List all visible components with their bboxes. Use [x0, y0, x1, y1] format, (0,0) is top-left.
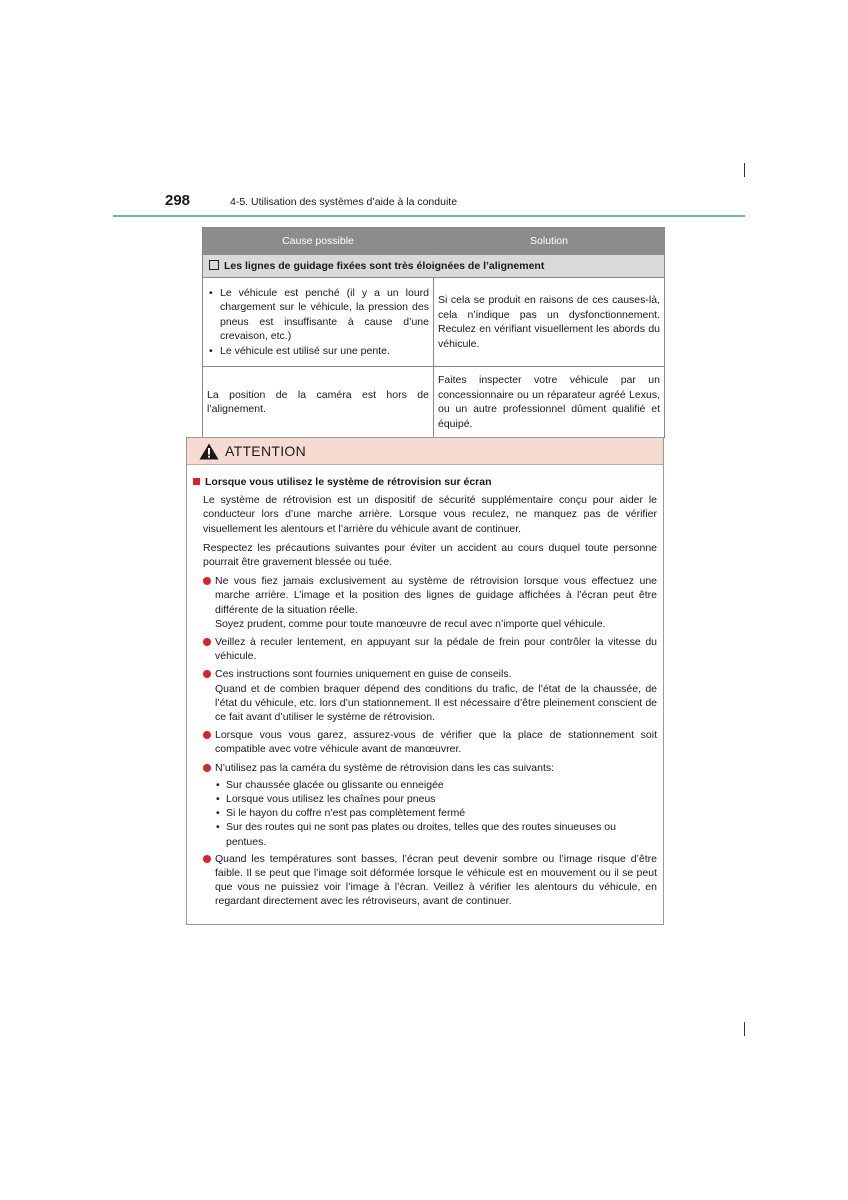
red-dot-icon [203, 577, 211, 585]
table-header-row [203, 228, 665, 255]
solution-cell: Si cela se produit en raisons de ces causes-là, cela n’indique pas un dysfonctionnement. Reculez en vérifiant visuellement les abords du véhicule. [434, 278, 665, 367]
troubleshooting-table [202, 227, 665, 438]
item-text: Veillez à reculer lentement, en appuyant sur la pédale de frein pour contrôler la vitesse du véhicule. [215, 636, 657, 663]
cause-list [207, 286, 429, 359]
red-dot-icon [203, 855, 211, 863]
checkbox-icon [209, 260, 219, 270]
red-square-icon [193, 478, 200, 485]
list-item: • Sur des routes qui ne sont pas plates ou droites, telles que des routes sinueuses ou pentues. [215, 820, 657, 848]
column-header-solution: Solution [434, 228, 665, 255]
crop-mark-bottom [744, 1022, 745, 1036]
item-text: Ces instructions sont fournies uniquement en guise de conseils. [215, 668, 512, 681]
conditions-list [215, 778, 657, 849]
list-item: • Le véhicule est utilisé sur une pente. [207, 344, 429, 359]
item-text: N’utilisez pas la caméra du système de rétrovision dans les cas suivants: [215, 761, 555, 774]
list-item [193, 728, 657, 756]
attention-box [186, 437, 664, 925]
item-text: Ne vous fiez jamais exclusivement au système de rétrovision lorsque vous effectuez une marche arrière. L’image et la position des lignes de guidage affichées à l’écran peut être différente de la situation réelle. [215, 575, 657, 616]
item-text: Soyez prudent, comme pour toute manœuvre de recul avec n’importe quel véhicule. [215, 617, 606, 630]
attention-body [187, 465, 663, 909]
list-item: • Le véhicule est penché (il y a un lourd chargement sur le véhicule, la pression des pneus est insuffisante à cause d’une crevaison, etc.) [207, 286, 429, 344]
precaution-paragraph: Respectez les précautions suivantes pour éviter un accident au cours duquel toute personne pourrait être gravement blessée ou tuée. [203, 541, 657, 569]
solution-cell: Faites inspecter votre véhicule par un concessionnaire ou un réparateur agréé Lexus, ou un autre professionnel dûment qualifié et équipé. [434, 367, 665, 438]
list-item: • Si le hayon du coffre n’est pas complètement fermé [215, 806, 657, 820]
red-dot-icon [203, 670, 211, 678]
attention-subtitle [193, 475, 657, 489]
intro-paragraph: Le système de rétrovision est un dispositif de sécurité supplémentaire conçu pour aider le conducteur lors d’une marche arrière. Lorsque vous reculez, ne manquez pas de vérifier visuellement les alentours et l’arrière du véhicule avant de continuer. [203, 494, 657, 535]
table-section-row [203, 255, 665, 278]
red-dot-icon [203, 638, 211, 646]
header-rule [113, 215, 745, 217]
item-text: Quand et de combien braquer dépend des conditions du trafic, de l’état de la chaussée, de l’état du véhicule, etc. lors d’un stationnement. Il est nécessaire d’être pleinement conscient de ce fait avant d’utiliser le système de rétrovision. [215, 682, 657, 724]
item-text: Quand les températures sont basses, l’écran peut devenir sombre ou l’image risque d’être faible. Il se peut que l’image soit déformée lorsque le véhicule est en mouvement ou il se peut que vous ne puissiez voir l’image à l’écran. Veillez à vérifier les alentours du véhicule, en regardant directement avec les rétroviseurs, avant de continuer. [215, 852, 657, 908]
red-dot-icon [203, 731, 211, 739]
list-item [193, 852, 657, 909]
table-row [203, 278, 665, 367]
cause-cell: La position de la caméra est hors de l’alignement. [203, 367, 434, 438]
attention-subtitle-text: Lorsque vous utilisez le système de rétrovision sur écran [205, 476, 492, 488]
red-dot-icon [203, 764, 211, 772]
chapter-title: 4-5. Utilisation des systèmes d’aide à la conduite [230, 196, 458, 208]
list-item [193, 761, 657, 775]
crop-mark-top [744, 163, 745, 177]
list-item: • Lorsque vous utilisez les chaînes pour pneus [215, 792, 657, 806]
list-item [193, 667, 657, 724]
list-item: • Sur chaussée glacée ou glissante ou enneigée [215, 778, 657, 792]
list-item [193, 574, 657, 631]
section-title-cell [203, 255, 665, 278]
warning-triangle-icon [199, 443, 219, 460]
attention-header [187, 438, 663, 465]
item-text: Lorsque vous vous garez, assurez-vous de vérifier que la place de stationnement soit compatible avec votre véhicule avant de manœuvrer. [215, 729, 657, 756]
section-title: Les lignes de guidage fixées sont très éloignées de l’alignement [224, 260, 545, 272]
page-number: 298 [165, 192, 191, 209]
page-header [113, 190, 745, 218]
attention-title: ATTENTION [225, 443, 306, 459]
list-item [193, 635, 657, 663]
table-row [203, 367, 665, 438]
column-header-cause: Cause possible [203, 228, 434, 255]
cause-cell [203, 278, 434, 367]
